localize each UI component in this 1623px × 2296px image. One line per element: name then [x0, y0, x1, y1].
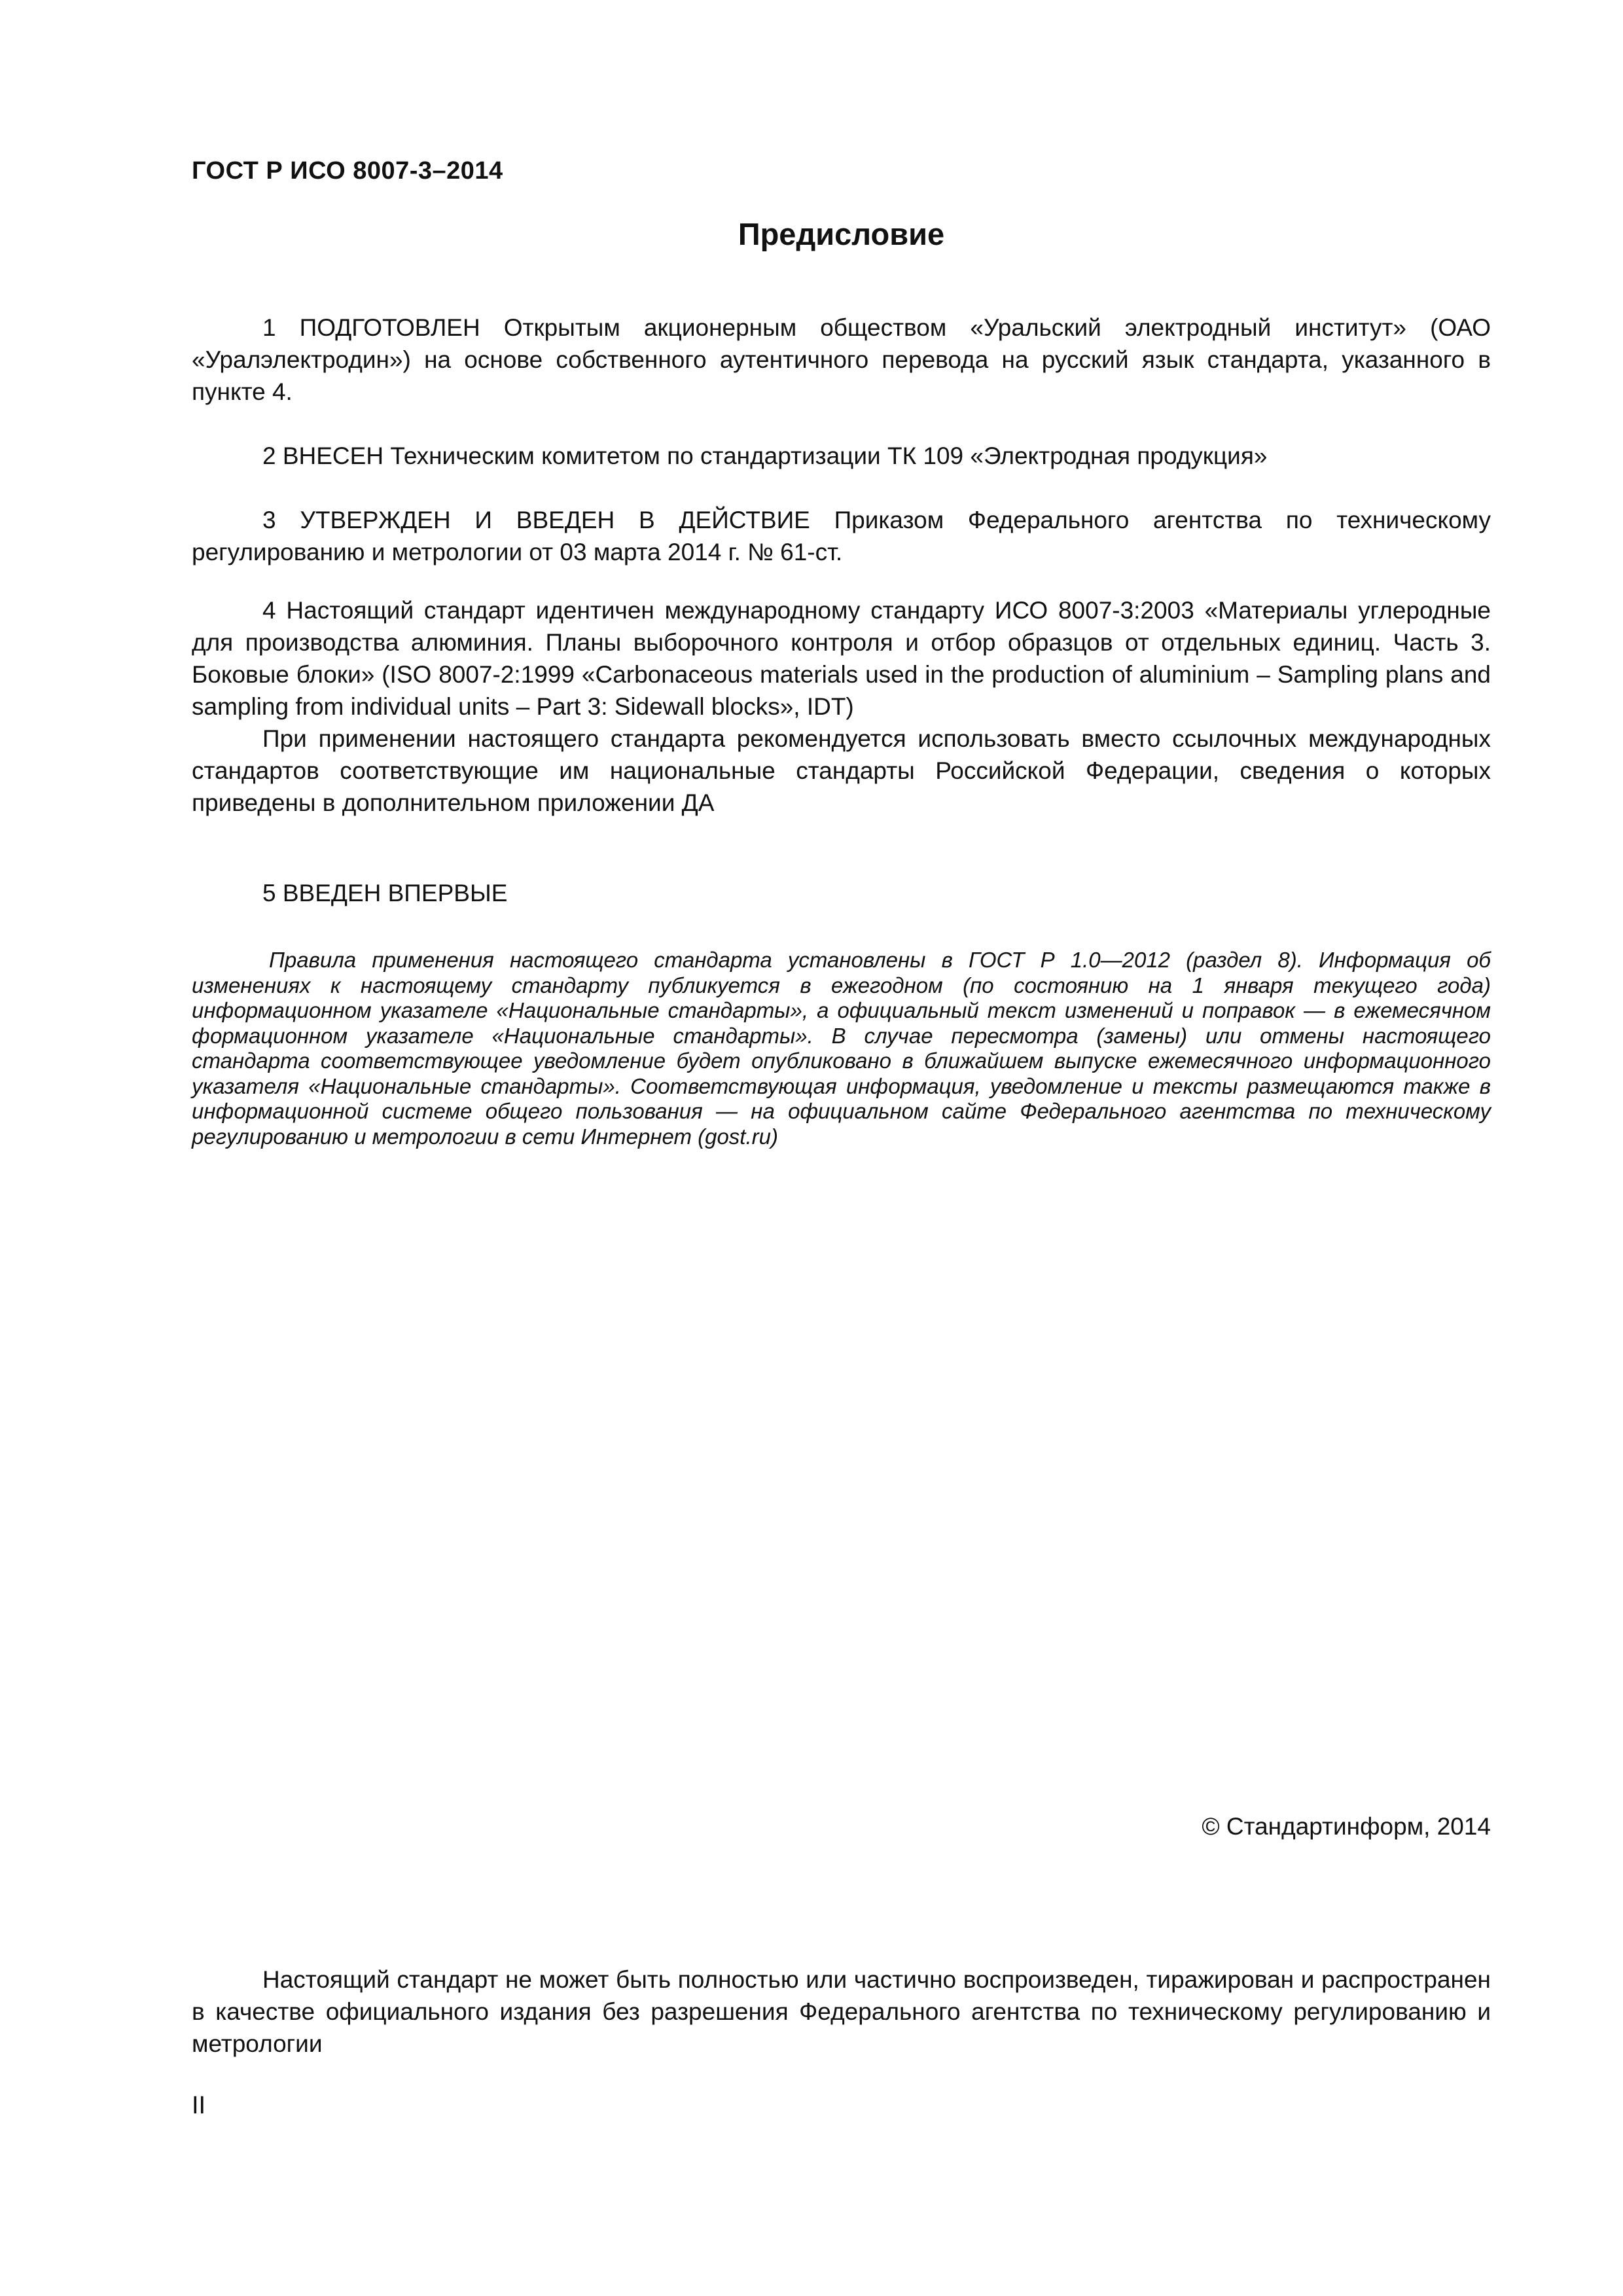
- page-title: Предисловие: [738, 217, 945, 251]
- paragraph-5-text: 5 ВВЕДЕН ВПЕРВЫЕ: [262, 880, 508, 906]
- paragraph-1: [192, 312, 1491, 408]
- paragraph-2-text: 2 ВНЕСЕН Техническим комитетом по стандартизации ТК 109 «Электродная продукция»: [262, 442, 1268, 469]
- paragraph-1-text: 1 ПОДГОТОВЛЕН Открытым акционерным обществом «Уральский электродный институт» (ОАО «Уралэлектродин») на основе собственного аутентичного перевода на русский язык стандарта, указанного в пункте 4.: [192, 314, 1491, 405]
- paragraph-4: [192, 594, 1491, 723]
- application-rules-note: [192, 948, 1491, 1149]
- paragraph-4-note-text: При применении настоящего стандарта рекомендуется использовать вместо ссылочных международных стандартов соответствующие им национальные стандарты Российской Федерации, сведения о которых приведены в дополнительном приложении ДА: [192, 725, 1491, 816]
- paragraph-4-text: 4 Настоящий стандарт идентичен международному стандарту ИСО 8007-3:2003 «Материалы углеродные для производства алюминия. Планы выборочного контроля и отбор образцов от отдельных единиц. Часть 3. Боковые блоки» (ISO 8007-2:1999 «Carbonaceous materials used in the production of aluminium – Sampling plans and sampling from individual units – Part 3: Sidewall blocks», IDT): [192, 597, 1491, 720]
- paragraph-2: [192, 440, 1491, 472]
- standard-code: ГОСТ Р ИСО 8007-3–2014: [192, 157, 503, 185]
- paragraph-5: [192, 877, 1491, 909]
- paragraph-3: [192, 504, 1491, 568]
- paragraph-3-text: 3 УТВЕРЖДЕН И ВВЕДЕН В ДЕЙСТВИЕ Приказом Федерального агентства по техническому регулированию и метрологии от 03 марта 2014 г. № 61-ст.: [192, 507, 1491, 565]
- reproduction-notice-text: Настоящий стандарт не может быть полностью или частично воспроизведен, тиражирован и распространен в качестве официального издания без разрешения Федерального агентства по техническому регулированию и метрологии: [192, 1966, 1491, 2057]
- reproduction-notice: [192, 1964, 1491, 2060]
- application-rules-note-text: Правила применения настоящего стандарта установлены в ГОСТ Р 1.0—2012 (раздел 8). Информация об изменениях к настоящему стандарту публикуется в ежегодном (по состоянию на 1 января текущего года) информационном указателе «Национальные стандарты», а официальный текст изменений и поправок — в ежемесячном формационном указателе «Национальные стандарты». В случае пересмотра (замены) или отмены настоящего стандарта соответствующее уведомление будет опубликовано в ближайшем выпуске ежемесячного информационного указателя «Национальные стандарты». Соответствующая информация, уведомление и тексты размещаются также в информационной системе общего пользования — на официальном сайте Федерального агентства по техническому регулированию и метрологии в сети Интернет (gost.ru): [192, 948, 1491, 1149]
- copyright: © Стандартинформ, 2014: [1202, 1813, 1491, 1840]
- paragraph-4-note: [192, 723, 1491, 819]
- page-number: II: [192, 2092, 206, 2119]
